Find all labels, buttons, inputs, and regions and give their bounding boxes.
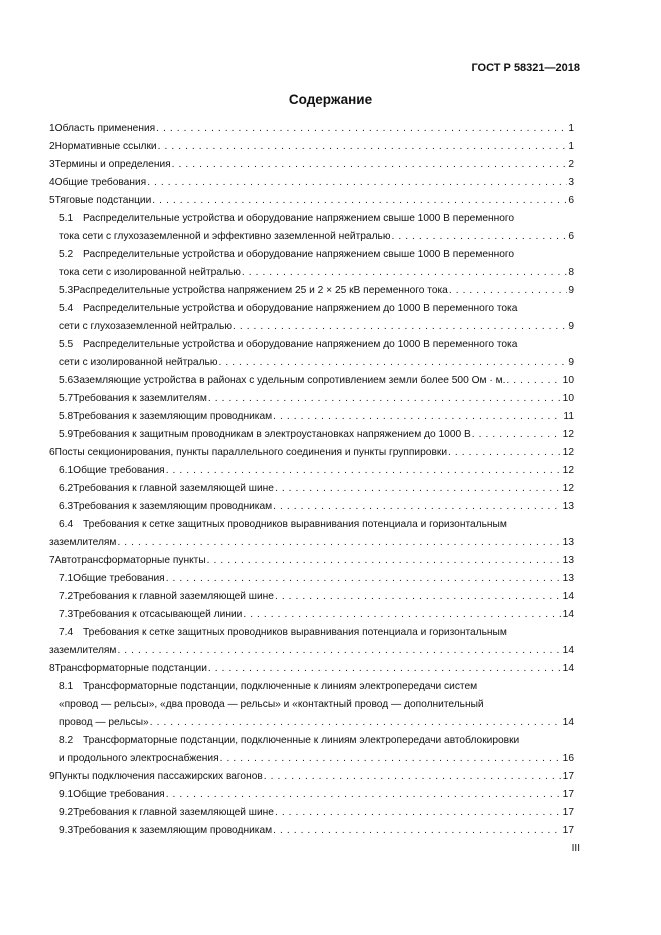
toc-entry[interactable] bbox=[49, 786, 574, 804]
toc-entry[interactable] bbox=[49, 408, 574, 426]
toc-entry-title: Посты секционирования, пункты параллельного соединения и пункты группировки bbox=[54, 447, 448, 458]
toc-entry-number: 5.1 bbox=[59, 213, 74, 224]
toc-entry-page: 12 bbox=[562, 429, 574, 440]
toc-entry-number: 5.6 bbox=[59, 375, 74, 386]
toc-entry-page: 13 bbox=[562, 555, 574, 566]
toc-entry[interactable] bbox=[49, 138, 574, 156]
toc-entry-number: 6.3 bbox=[59, 501, 74, 512]
toc-entry-page: 16 bbox=[562, 753, 574, 764]
toc-entry[interactable] bbox=[49, 210, 574, 246]
toc-entry-number: 8.2 bbox=[59, 735, 74, 746]
toc-entry[interactable] bbox=[49, 588, 574, 606]
toc-entry-title: Общие требования bbox=[73, 789, 165, 800]
toc-entry-title: и продольного электроснабжения bbox=[59, 753, 219, 764]
toc-entry-number: 1 bbox=[49, 123, 55, 134]
toc-entry-title: Общие требования bbox=[73, 573, 165, 584]
toc-entry[interactable] bbox=[49, 336, 574, 372]
document-code: ГОСТ Р 58321—2018 bbox=[471, 62, 580, 74]
toc-entry-title: Требования к заземляющим проводникам bbox=[73, 825, 273, 836]
toc-entry[interactable] bbox=[49, 678, 574, 732]
toc-entry-number: 5.9 bbox=[59, 429, 74, 440]
toc-entry-title: Требования к главной заземляющей шине bbox=[73, 483, 274, 494]
dot-leader bbox=[449, 282, 567, 300]
toc-entry[interactable] bbox=[49, 822, 574, 840]
toc-entry-page: 12 bbox=[562, 483, 574, 494]
toc-entry-title: Требования к заземляющим проводникам bbox=[73, 411, 273, 422]
dot-leader bbox=[242, 264, 567, 282]
toc-entry-title: тока сети с изолированной нейтралью bbox=[59, 267, 241, 278]
toc-entry-title: Область применения bbox=[54, 123, 156, 134]
toc-entry-title: Требования к защитным проводникам в электроустановках напряжением до 1000 В bbox=[73, 429, 471, 440]
toc-entry-title: Заземляющие устройства в районах с удельным сопротивлением земли более 500 Ом · м. bbox=[73, 375, 506, 386]
toc-entry-title: Автотрансформаторные пункты bbox=[54, 555, 206, 566]
dot-leader bbox=[117, 534, 561, 552]
toc-entry-page: 8 bbox=[568, 267, 574, 278]
toc-entry-title: Распределительные устройства напряжением 25 и 2 × 25 кВ переменного тока bbox=[73, 285, 448, 296]
toc-entry-title: Распределительные устройства и оборудование напряжением до 1000 В переменного тока bbox=[83, 339, 518, 350]
toc-entry-title: тока сети с глухозаземленной и эффективно заземленной нейтралью bbox=[59, 231, 391, 242]
toc-entry-number: 6.4 bbox=[59, 519, 74, 530]
toc-entry[interactable] bbox=[49, 246, 574, 282]
toc-entry[interactable] bbox=[49, 570, 574, 588]
toc-entry-page: 14 bbox=[562, 663, 574, 674]
toc-entry-title: Требования к сетке защитных проводников выравнивания потенциала и горизонтальным bbox=[83, 519, 507, 530]
toc-entry[interactable] bbox=[49, 192, 574, 210]
toc-entry-title: Распределительные устройства и оборудование напряжением до 1000 В переменного тока bbox=[83, 303, 518, 314]
dot-leader bbox=[152, 192, 567, 210]
dot-leader bbox=[150, 714, 562, 732]
toc-entry-page: 1 bbox=[568, 141, 574, 152]
toc-entry-number: 5.8 bbox=[59, 411, 74, 422]
toc-entry-number: 9.3 bbox=[59, 825, 74, 836]
toc-entry-page: 17 bbox=[562, 825, 574, 836]
toc-entry-page: 14 bbox=[562, 591, 574, 602]
toc-entry-page: 12 bbox=[562, 447, 574, 458]
toc-entry-page: 13 bbox=[562, 501, 574, 512]
toc-entry-page: 13 bbox=[562, 537, 574, 548]
page-number: III bbox=[571, 843, 580, 854]
toc-entry-title: Требования к заземляющим проводникам bbox=[73, 501, 273, 512]
dot-leader bbox=[506, 372, 561, 390]
toc-entry-number: 5.3 bbox=[59, 285, 74, 296]
toc-entry[interactable] bbox=[49, 390, 574, 408]
toc-entry-title: заземлителям bbox=[49, 537, 117, 548]
toc-entry[interactable] bbox=[49, 732, 574, 768]
toc-entry-number: 9.1 bbox=[59, 789, 74, 800]
toc-entry[interactable] bbox=[49, 516, 574, 552]
toc-entry-title: Трансформаторные подстанции, подключенные к линиям электропередачи систем bbox=[83, 681, 478, 692]
toc-entry[interactable] bbox=[49, 372, 574, 390]
toc-entry-page: 12 bbox=[562, 465, 574, 476]
dot-leader bbox=[233, 318, 567, 336]
dot-leader bbox=[243, 606, 561, 624]
dot-leader bbox=[158, 138, 568, 156]
toc-entry-title: Распределительные устройства и оборудование напряжением свыше 1000 В переменного bbox=[83, 213, 515, 224]
toc-entry[interactable] bbox=[49, 174, 574, 192]
toc-entry[interactable] bbox=[49, 282, 574, 300]
toc-entry-title: Общие требования bbox=[73, 465, 165, 476]
toc-entry-page: 6 bbox=[568, 195, 574, 206]
toc-entry[interactable] bbox=[49, 480, 574, 498]
toc-entry-number: 5.4 bbox=[59, 303, 74, 314]
dot-leader bbox=[172, 156, 568, 174]
dot-leader bbox=[166, 462, 562, 480]
toc-entry-page: 17 bbox=[562, 771, 574, 782]
toc-entry-title: провод — рельсы» bbox=[59, 717, 149, 728]
toc-entry-page: 1 bbox=[568, 123, 574, 134]
toc-entry-page: 14 bbox=[562, 609, 574, 620]
toc-entry[interactable] bbox=[49, 660, 574, 678]
toc-entry[interactable] bbox=[49, 552, 574, 570]
toc-entry-page: 14 bbox=[562, 645, 574, 656]
toc-entry[interactable] bbox=[49, 426, 574, 444]
toc-entry[interactable] bbox=[49, 606, 574, 624]
toc-entry-number: 2 bbox=[49, 141, 55, 152]
toc-entry-page: 3 bbox=[568, 177, 574, 188]
toc-entry[interactable] bbox=[49, 804, 574, 822]
toc-entry-page: 10 bbox=[562, 393, 574, 404]
dot-leader bbox=[156, 120, 567, 138]
toc-entry-title: Требования к заземлителям bbox=[73, 393, 207, 404]
dot-leader bbox=[208, 660, 562, 678]
toc-entry-title: сети с глухозаземленной нейтралью bbox=[59, 321, 232, 332]
dot-leader bbox=[273, 822, 562, 840]
toc-entry-page: 17 bbox=[562, 789, 574, 800]
dot-leader bbox=[472, 426, 562, 444]
dot-leader bbox=[166, 570, 562, 588]
toc-entry-number: 7.1 bbox=[59, 573, 74, 584]
toc-entry-title: сети с изолированной нейтралью bbox=[59, 357, 218, 368]
toc-entry-title: заземлителям bbox=[49, 645, 117, 656]
toc-entry[interactable] bbox=[49, 156, 574, 174]
toc-entry-number: 5.5 bbox=[59, 339, 74, 350]
dot-leader bbox=[147, 174, 567, 192]
toc-entry-page: 2 bbox=[568, 159, 574, 170]
toc-entry[interactable] bbox=[49, 120, 574, 138]
toc-entry-title: Термины и определения bbox=[54, 159, 171, 170]
toc-entry[interactable] bbox=[49, 462, 574, 480]
toc-entry-title: Трансформаторные подстанции bbox=[54, 663, 207, 674]
toc-entry[interactable] bbox=[49, 624, 574, 660]
page-title: Содержание bbox=[288, 92, 373, 107]
dot-leader bbox=[208, 390, 562, 408]
dot-leader bbox=[275, 480, 562, 498]
toc-entry-title: Требования к главной заземляющей шине bbox=[73, 591, 274, 602]
toc-entry-page: 11 bbox=[563, 411, 574, 422]
toc-entry-title: Требования к главной заземляющей шине bbox=[73, 807, 274, 818]
toc-entry-number: 5 bbox=[49, 195, 55, 206]
toc-entry-title: «провод — рельсы», «два провода — рельсы» и «контактный провод — дополнительный bbox=[59, 699, 484, 710]
dot-leader bbox=[391, 228, 567, 246]
dot-leader bbox=[117, 642, 561, 660]
toc-entry-title: Распределительные устройства и оборудование напряжением свыше 1000 В переменного bbox=[83, 249, 515, 260]
toc-entry-title: Пункты подключения пассажирских вагонов bbox=[54, 771, 263, 782]
toc-entry-number: 5.2 bbox=[59, 249, 74, 260]
toc-entry-number: 7.4 bbox=[59, 627, 74, 638]
toc-entry-page: 6 bbox=[568, 231, 574, 242]
toc-entry-number: 7.3 bbox=[59, 609, 74, 620]
toc-entry-title: Нормативные ссылки bbox=[54, 141, 157, 152]
toc-entry-number: 5.7 bbox=[59, 393, 74, 404]
dot-leader bbox=[273, 498, 562, 516]
toc-entry-title: Трансформаторные подстанции, подключенные к линиям электропередачи автоблокировки bbox=[83, 735, 520, 746]
toc-entry-page: 10 bbox=[562, 375, 574, 386]
toc-entry-title: Требования к сетке защитных проводников выравнивания потенциала и горизонтальным bbox=[83, 627, 507, 638]
toc-entry-number: 8 bbox=[49, 663, 55, 674]
toc-entry-number: 9.2 bbox=[59, 807, 74, 818]
dot-leader bbox=[218, 354, 567, 372]
toc-entry-number: 6 bbox=[49, 447, 55, 458]
toc-entry-number: 4 bbox=[49, 177, 55, 188]
toc-entry[interactable] bbox=[49, 300, 574, 336]
toc-entry[interactable] bbox=[49, 498, 574, 516]
toc-entry[interactable] bbox=[49, 444, 574, 462]
dot-leader bbox=[275, 804, 562, 822]
toc-entry-page: 9 bbox=[568, 321, 574, 332]
toc-entry-number: 7 bbox=[49, 555, 55, 566]
toc-entry-number: 7.2 bbox=[59, 591, 74, 602]
table-of-contents bbox=[49, 120, 574, 840]
toc-entry-number: 6.2 bbox=[59, 483, 74, 494]
toc-entry-number: 9 bbox=[49, 771, 55, 782]
toc-entry-number: 8.1 bbox=[59, 681, 74, 692]
dot-leader bbox=[166, 786, 562, 804]
dot-leader bbox=[273, 408, 562, 426]
dot-leader bbox=[275, 588, 562, 606]
toc-entry[interactable] bbox=[49, 768, 574, 786]
dot-leader bbox=[448, 444, 562, 462]
toc-entry-page: 14 bbox=[562, 717, 574, 728]
dot-leader bbox=[220, 750, 562, 768]
toc-entry-title: Общие требования bbox=[54, 177, 147, 188]
toc-entry-page: 9 bbox=[568, 357, 574, 368]
dot-leader bbox=[264, 768, 562, 786]
toc-entry-title: Тяговые подстанции bbox=[54, 195, 152, 206]
toc-entry-page: 13 bbox=[562, 573, 574, 584]
toc-entry-number: 3 bbox=[49, 159, 55, 170]
toc-entry-title: Требования к отсасывающей линии bbox=[73, 609, 243, 620]
toc-entry-page: 9 bbox=[568, 285, 574, 296]
toc-entry-number: 6.1 bbox=[59, 465, 74, 476]
toc-entry-page: 17 bbox=[562, 807, 574, 818]
dot-leader bbox=[207, 552, 562, 570]
